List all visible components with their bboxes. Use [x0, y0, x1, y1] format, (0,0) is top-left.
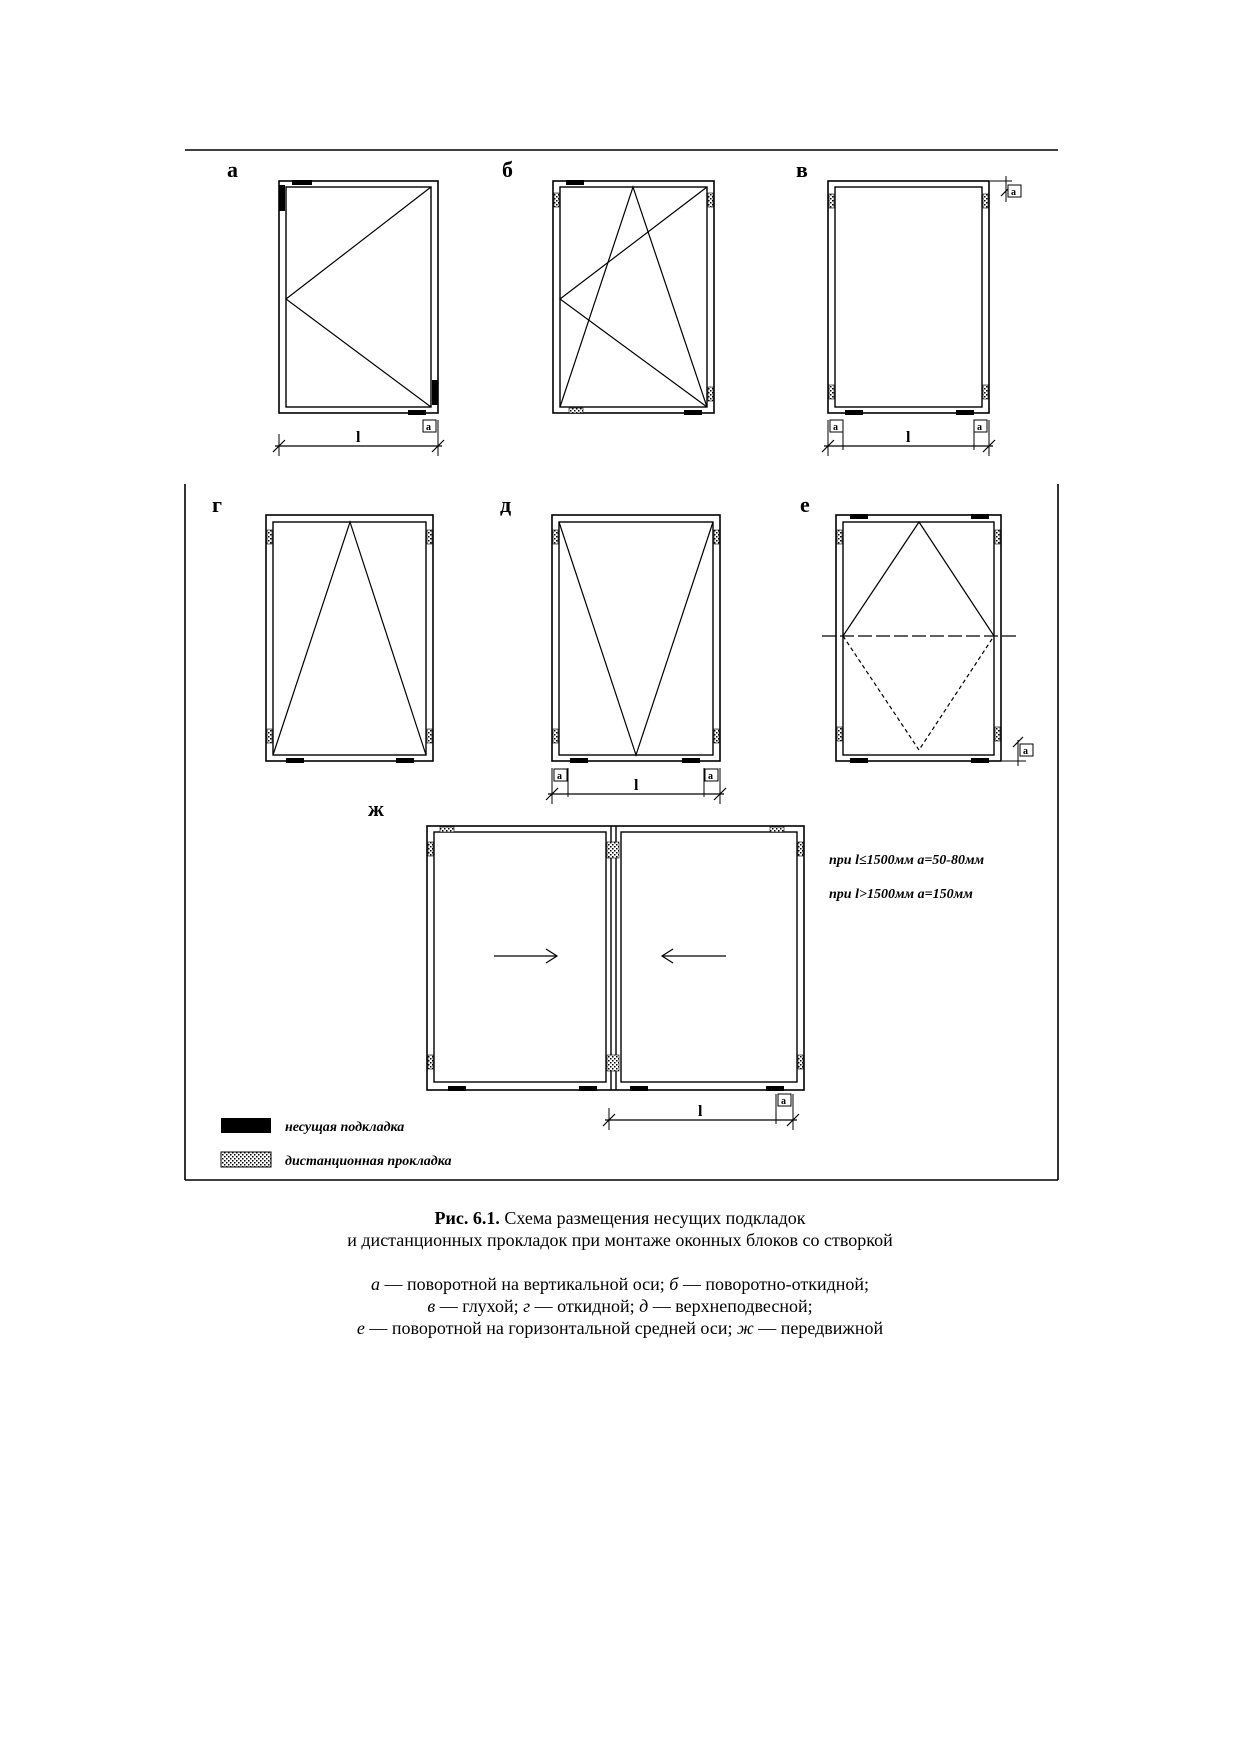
- panel-v: [796, 157, 1021, 456]
- panel-zh-length-label: l: [698, 1103, 703, 1120]
- panel-b: [502, 157, 714, 415]
- panel-v-length-label: l: [906, 429, 911, 446]
- note-large-width: при l>1500мм а=150мм: [829, 887, 973, 902]
- legend-load-pad: несущая подкладка: [285, 1120, 405, 1135]
- panel-a: [227, 157, 444, 456]
- panel-d-left-offset-label: а: [557, 771, 562, 782]
- panel-d-right-offset-label: а: [708, 771, 713, 782]
- panel-v-right-offset-label: а: [977, 422, 982, 433]
- panel-zh-label: ж: [368, 796, 384, 821]
- caption-title-text: Схема размещения несущих подкладок: [499, 1208, 806, 1228]
- panel-d-length-label: l: [634, 777, 639, 794]
- panel-e-label: е: [800, 492, 810, 517]
- load-pad-swatch: [221, 1118, 271, 1133]
- panel-zh: [368, 796, 804, 1130]
- caption-legend-line2: в — глухой; г — откидной; д — верхнеподвесной;: [427, 1296, 813, 1316]
- panel-v-left-offset-label: а: [833, 422, 838, 433]
- panel-g-label: г: [212, 492, 222, 517]
- figure-caption: [170, 1207, 1070, 1339]
- panel-a-offset-label: а: [426, 422, 431, 433]
- panel-v-top-offset-label: а: [1011, 187, 1016, 198]
- caption-legend-line3: е — поворотной на горизонтальной средней оси; ж — передвижной: [356, 1318, 884, 1338]
- caption-title-line1: [170, 1207, 1070, 1229]
- caption-legend-line1: а — поворотной на вертикальной оси; б — поворотно-откидной;: [370, 1274, 870, 1294]
- panel-d-label: д: [500, 492, 512, 517]
- spacer-pad-swatch: [221, 1152, 271, 1167]
- panel-g: [212, 492, 433, 763]
- caption-figure-number: Рис. 6.1.: [434, 1208, 500, 1228]
- panel-a-label: а: [227, 157, 238, 182]
- panel-v-label: в: [796, 157, 808, 182]
- panel-e: [800, 492, 1033, 766]
- panel-b-label: б: [502, 157, 513, 182]
- caption-title-line2: и дистанционных прокладок при монтаже оконных блоков со створкой: [347, 1230, 893, 1250]
- panel-d: [500, 492, 726, 804]
- panel-e-offset-label: а: [1023, 746, 1028, 757]
- legend-spacer-pad: дистанционная прокладка: [285, 1154, 452, 1169]
- panel-zh-offset-label: а: [781, 1096, 786, 1107]
- note-small-width: при l≤1500мм а=50-80мм: [829, 853, 985, 868]
- panel-a-length-label: l: [356, 429, 361, 446]
